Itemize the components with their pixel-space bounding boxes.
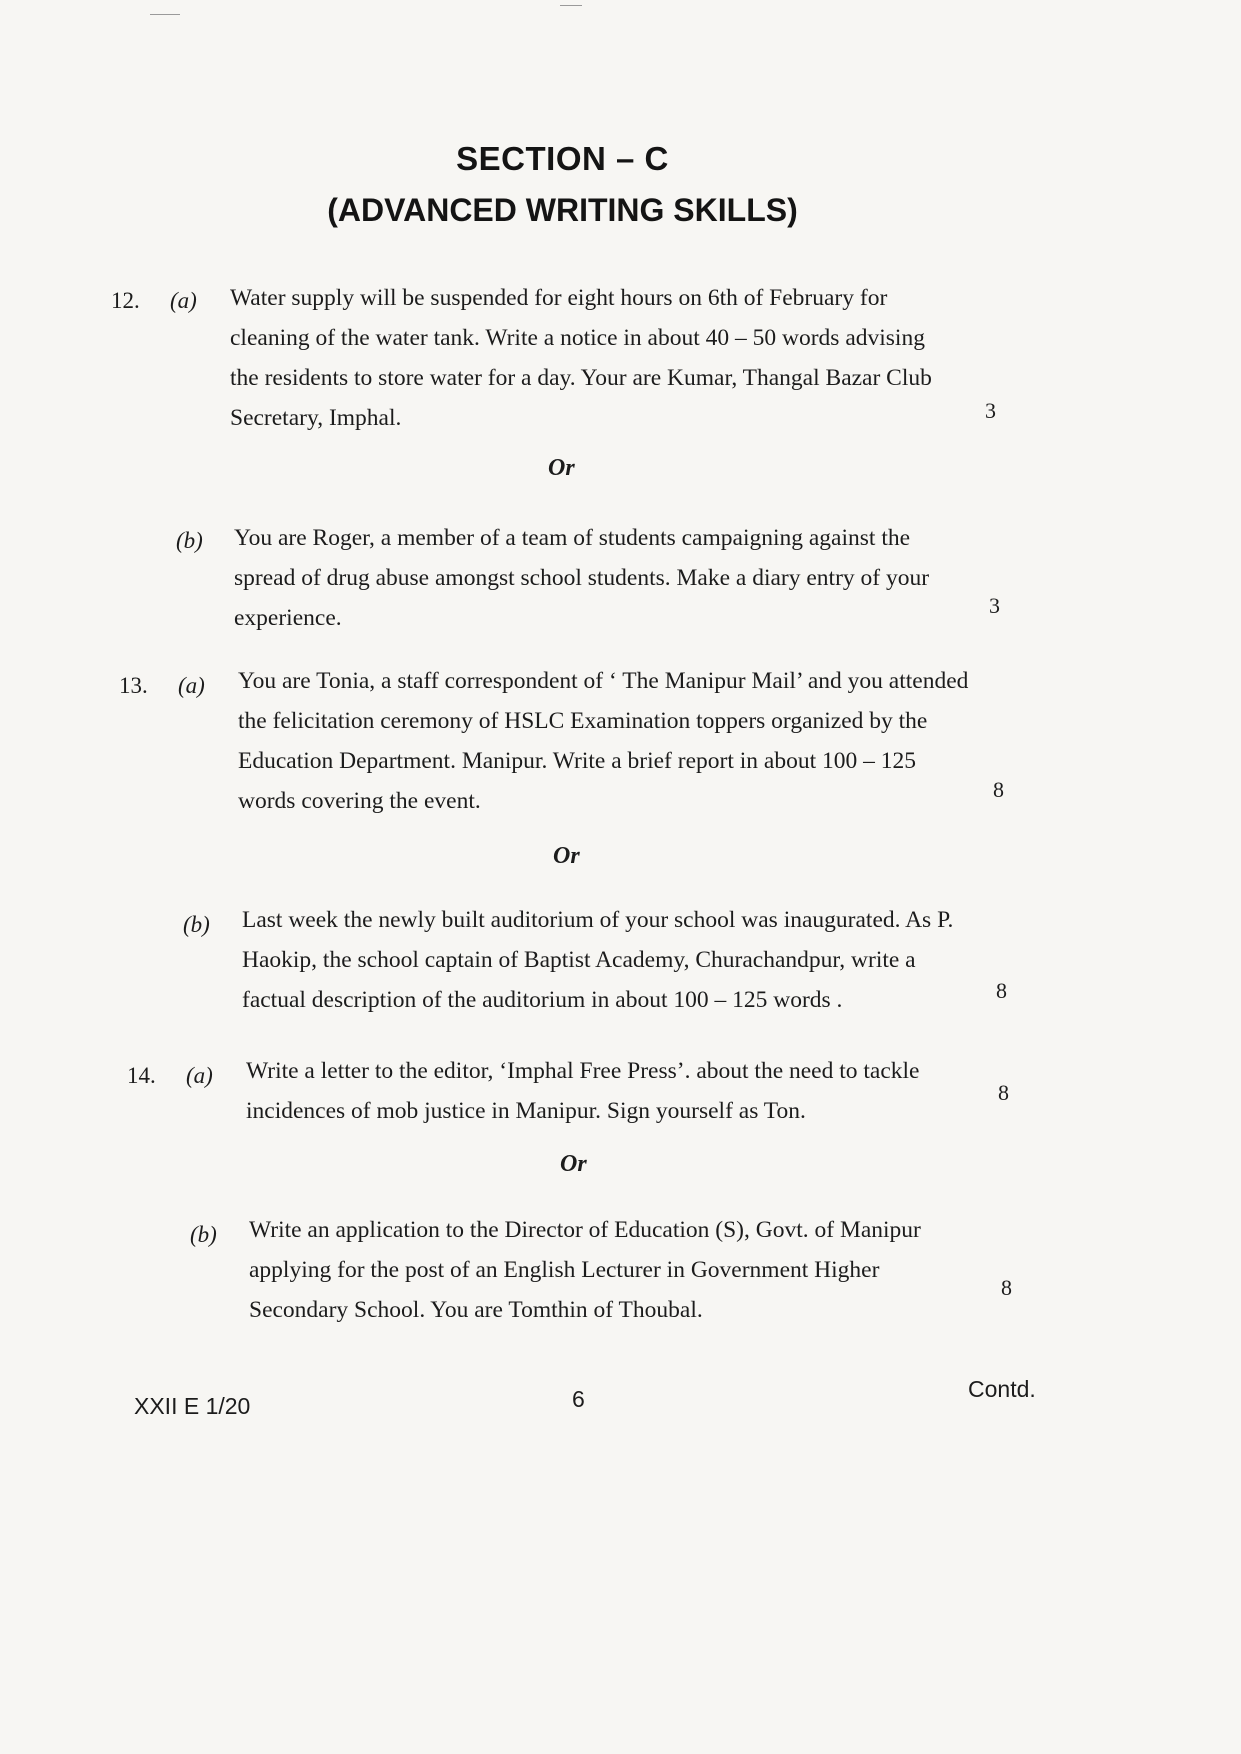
text-line: the felicitation ceremony of HSLC Examination toppers organized by the xyxy=(238,708,928,734)
question-text xyxy=(238,661,1018,821)
section-subtitle: (ADVANCED WRITING SKILLS) xyxy=(327,192,798,228)
part-label: (a) xyxy=(170,288,197,313)
text-line: Water supply will be suspended for eight hours on 6th of February for xyxy=(230,285,888,311)
section-title: SECTION – C xyxy=(456,140,669,177)
text-line: the residents to store water for a day. Your are Kumar, Thangal Bazar Club xyxy=(230,365,932,391)
marks: 8 xyxy=(998,1080,1009,1105)
paper-code: XXII E 1/20 xyxy=(134,1393,251,1419)
part-label: (b) xyxy=(183,912,210,937)
marks: 8 xyxy=(996,978,1007,1003)
question-text xyxy=(230,278,1010,438)
or-divider: Or xyxy=(553,843,580,869)
text-line: words covering the event. xyxy=(238,788,481,814)
text-line: incidences of mob justice in Manipur. Sign yourself as Ton. xyxy=(246,1098,806,1124)
text-line: Write an application to the Director of Education (S), Govt. of Manipur xyxy=(249,1217,921,1243)
marks: 3 xyxy=(989,593,1000,618)
text-line: Secondary School. You are Tomthin of Thoubal. xyxy=(249,1297,703,1323)
question-number: 12. xyxy=(111,288,140,313)
part-label: (a) xyxy=(186,1063,213,1088)
part-label: (a) xyxy=(178,673,205,698)
question-text xyxy=(234,518,1014,638)
question-text xyxy=(246,1051,1021,1131)
part-label: (b) xyxy=(190,1222,217,1247)
part-label: (b) xyxy=(176,528,203,553)
marks: 8 xyxy=(1001,1275,1012,1300)
marks: 8 xyxy=(993,777,1004,802)
scan-artifact xyxy=(150,14,180,15)
text-line: Education Department. Manipur. Write a brief report in about 100 – 125 xyxy=(238,748,916,774)
page-number: 6 xyxy=(572,1386,585,1412)
text-line: cleaning of the water tank. Write a notice in about 40 – 50 words advising xyxy=(230,325,925,351)
text-line: spread of drug abuse amongst school students. Make a diary entry of your xyxy=(234,565,930,591)
question-number: 13. xyxy=(119,673,148,698)
or-divider: Or xyxy=(560,1151,587,1177)
text-line: factual description of the auditorium in about 100 – 125 words . xyxy=(242,987,843,1013)
text-line: Write a letter to the editor, ‘Imphal Free Press’. about the need to tackle xyxy=(246,1058,920,1084)
text-line: applying for the post of an English Lecturer in Government Higher xyxy=(249,1257,880,1283)
text-line: You are Roger, a member of a team of students campaigning against the xyxy=(234,525,911,551)
text-line: Last week the newly built auditorium of your school was inaugurated. As P. xyxy=(242,907,954,933)
question-text xyxy=(242,900,1017,1020)
continued-note: Contd. xyxy=(968,1376,1036,1402)
text-line: Secretary, Imphal. xyxy=(230,405,402,431)
text-line: experience. xyxy=(234,605,342,631)
text-line: You are Tonia, a staff correspondent of ‘ The Manipur Mail’ and you attended xyxy=(238,668,969,694)
scan-artifact xyxy=(560,5,582,6)
question-number: 14. xyxy=(127,1063,156,1088)
question-text xyxy=(249,1210,1024,1330)
text-line: Haokip, the school captain of Baptist Academy, Churachandpur, write a xyxy=(242,947,916,973)
or-divider: Or xyxy=(548,455,575,481)
marks: 3 xyxy=(985,398,996,423)
